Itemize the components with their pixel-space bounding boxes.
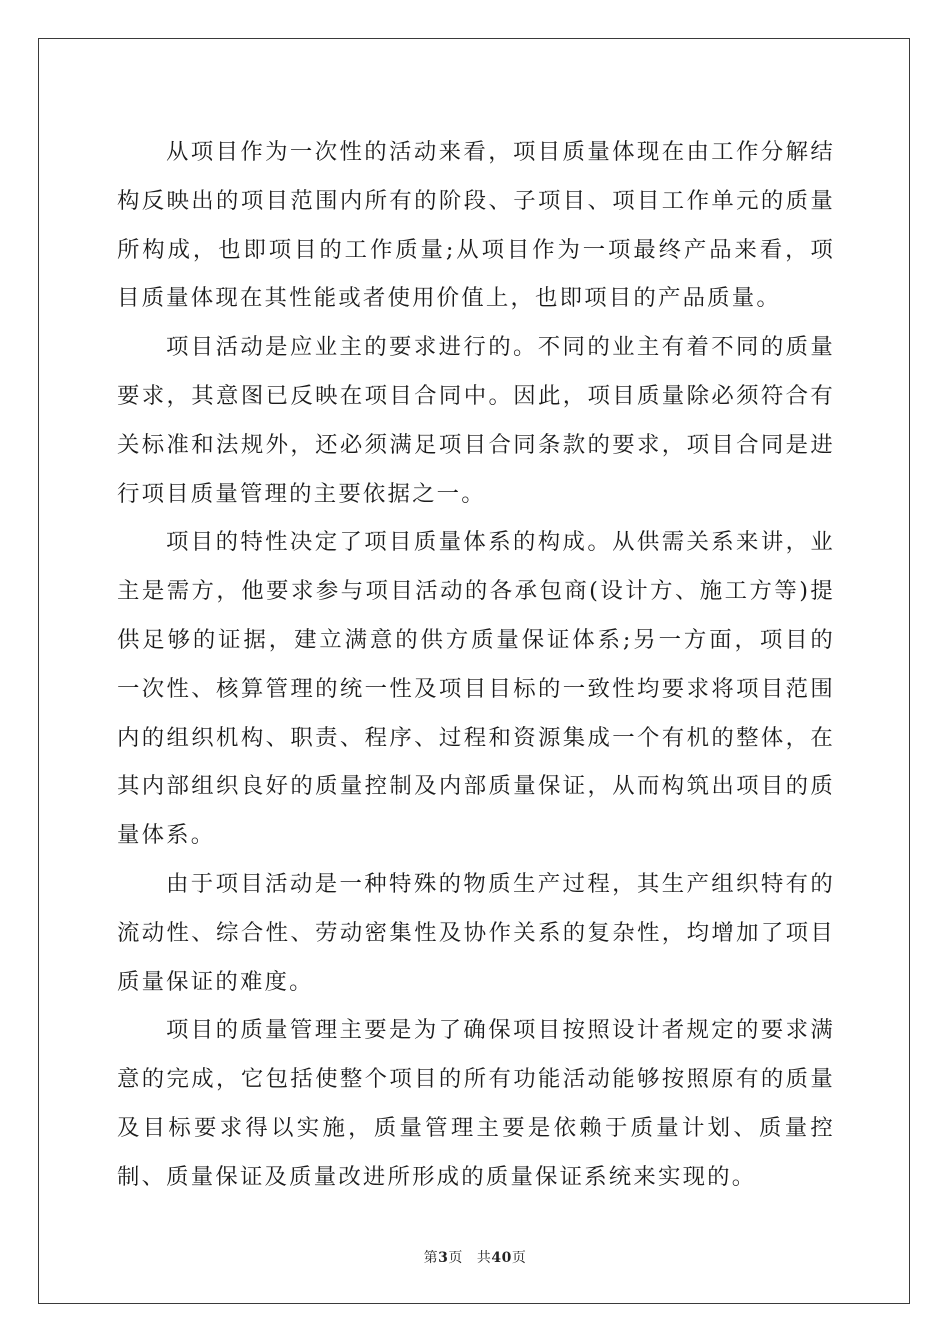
page-label-suffix: 页	[448, 1250, 463, 1266]
document-body	[117, 128, 835, 1202]
paragraph-2: 项目活动是应业主的要求进行的。不同的业主有着不同的质量要求，其意图已反映在项目合同中。因此，项目质量除必须符合有关标准和法规外，还必须满足项目合同条款的要求，项目合同是进行项目质量管理的主要依据之一。	[117, 334, 835, 507]
total-label-prefix: 共	[476, 1250, 492, 1266]
page-total-number: 40	[491, 1250, 512, 1266]
paragraph-4: 由于项目活动是一种特殊的物质生产过程，其生产组织特有的流动性、综合性、劳动密集性及协作关系的复杂性，均增加了项目质量保证的难度。	[117, 870, 835, 995]
paragraph-5: 项目的质量管理主要是为了确保项目按照设计者规定的要求满意的完成，它包括使整个项目的所有功能活动能够按照原有的质量及目标要求得以实施，质量管理主要是依赖于质量计划、质量控制、质量保证及质量改进所形成的质量保证系统来实现的。	[117, 1017, 835, 1190]
page-label-prefix: 第	[423, 1250, 439, 1266]
paragraph-3: 项目的特性决定了项目质量体系的构成。从供需关系来讲，业主是需方，他要求参与项目活动的各承包商(设计方、施工方等)提供足够的证据，建立满意的供方质量保证体系;另一方面，项目的一次性、核算管理的统一性及项目目标的一致性均要求将项目范围内的组织机构、职责、程序、过程和资源集成一个有机的整体，在其内部组织良好的质量控制及内部质量保证，从而构筑出项目的质量体系。	[117, 529, 835, 849]
page-current-number: 3	[438, 1250, 449, 1266]
total-label-suffix: 页	[511, 1250, 527, 1266]
page-footer	[0, 1247, 950, 1267]
paragraph-1: 从项目作为一次性的活动来看，项目质量体现在由工作分解结构反映出的项目范围内所有的阶段、子项目、项目工作单元的质量所构成，也即项目的工作质量;从项目作为一项最终产品来看，项目质量体现在其性能或者使用价值上，也即项目的产品质量。	[117, 139, 835, 312]
